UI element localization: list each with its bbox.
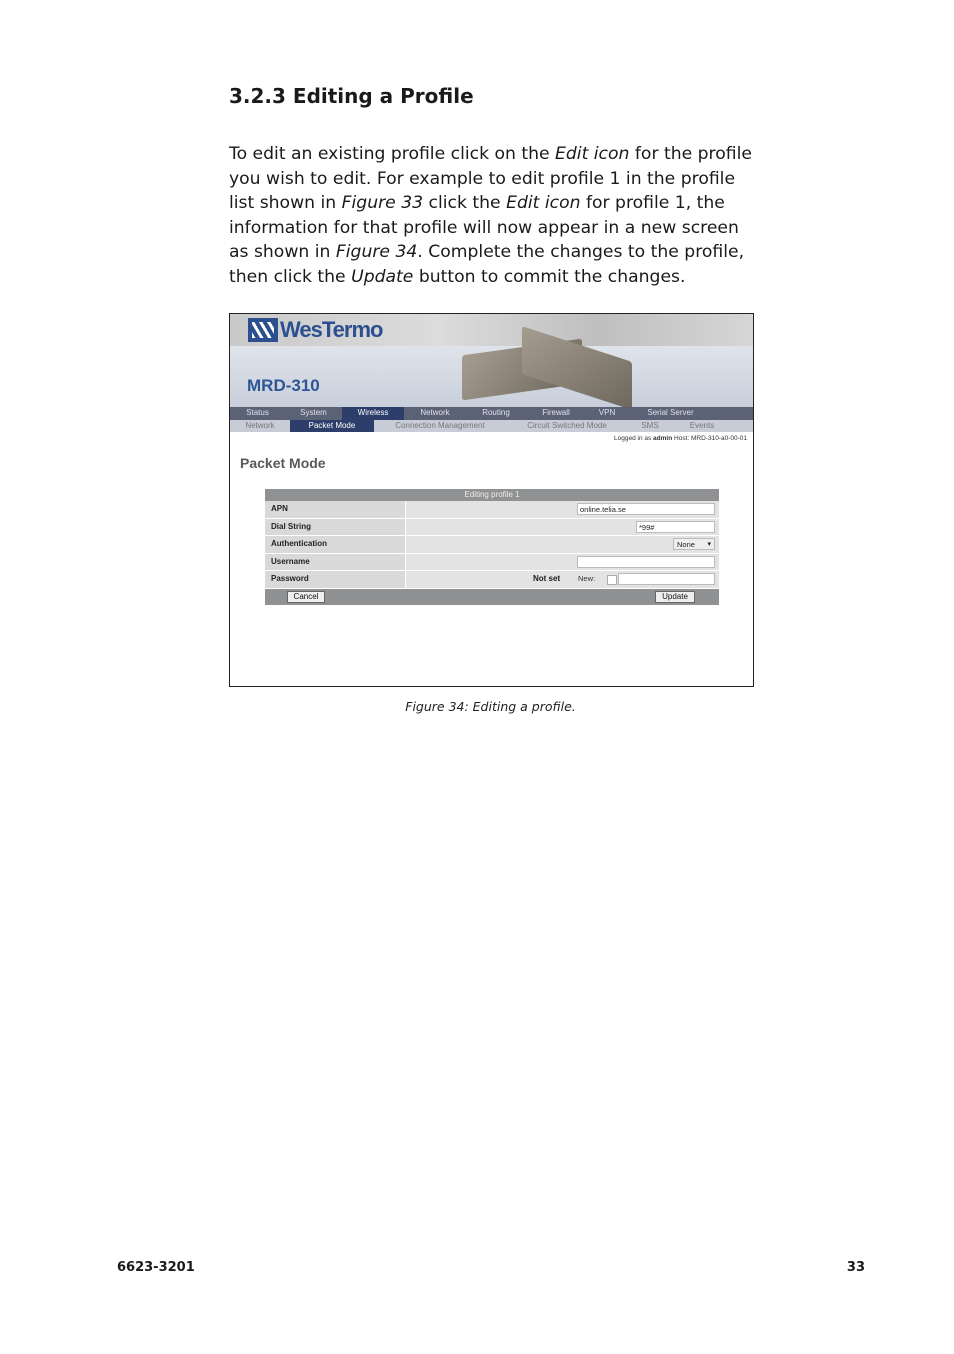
login-status <box>614 435 747 442</box>
nav-item-routing[interactable]: Routing <box>482 408 510 417</box>
doc-number: 6623-3201 <box>117 1260 195 1275</box>
username-input[interactable] <box>577 556 715 568</box>
subnav-item-events[interactable]: Events <box>689 421 715 430</box>
subnav-item-sms[interactable]: SMS <box>641 421 659 430</box>
dial-string-input[interactable]: *99# <box>636 521 715 533</box>
username-label: Username <box>265 554 406 571</box>
model-title: MRD-310 <box>247 376 320 395</box>
text-run: To edit an existing profile click on the <box>229 144 556 164</box>
password-input[interactable] <box>618 573 715 585</box>
nav-item-firewall[interactable]: Firewall <box>542 408 570 417</box>
password-label: Password <box>265 571 406 588</box>
nav-item-vpn[interactable]: VPN <box>598 408 616 417</box>
authentication-label: Authentication <box>265 536 406 553</box>
login-host: Host: MRD-310-a0-00-01 <box>674 435 747 442</box>
figure-reference: Figure 34 <box>335 242 418 263</box>
form-row-apn <box>265 501 719 519</box>
form-title: Editing profile 1 <box>265 489 719 501</box>
edit-profile-form <box>265 489 719 605</box>
login-prefix: Logged in as <box>614 435 652 442</box>
form-row-authentication <box>265 536 719 554</box>
text-run: click the <box>423 193 507 214</box>
italic-term: Update <box>351 266 414 287</box>
secondary-nav <box>230 420 753 432</box>
apn-input[interactable]: online.telia.se <box>577 503 715 515</box>
italic-term: Edit icon <box>555 144 630 164</box>
nav-item-serial-server[interactable]: Serial Server <box>647 408 694 417</box>
password-new-checkbox[interactable] <box>607 575 617 585</box>
nav-item-status[interactable]: Status <box>246 408 269 417</box>
subnav-item-network[interactable]: Network <box>245 421 275 430</box>
apn-label: APN <box>265 501 406 518</box>
app-banner <box>230 314 753 407</box>
login-user: admin <box>653 435 673 442</box>
authentication-select[interactable]: None ▾ <box>673 538 715 550</box>
password-status: Not set <box>533 574 561 583</box>
section-heading: 3.2.3 Editing a Profile <box>229 84 474 108</box>
password-new-label: New: <box>578 574 596 583</box>
nav-item-network[interactable]: Network <box>420 408 450 417</box>
subnav-item-packet-mode[interactable]: Packet Mode <box>290 420 374 432</box>
form-row-password <box>265 571 719 589</box>
primary-nav <box>230 407 753 420</box>
body-paragraph <box>229 142 754 290</box>
page-number: 33 <box>846 1260 865 1275</box>
page-title: Packet Mode <box>240 455 326 471</box>
italic-term: Edit icon <box>506 193 581 214</box>
text-run: . Complete the changes to the profile, then click the <box>229 242 745 287</box>
form-row-username <box>265 554 719 572</box>
form-row-dial-string <box>265 519 719 537</box>
subnav-item-connection-management[interactable]: Connection Management <box>395 421 485 430</box>
figure-screenshot <box>229 313 754 687</box>
form-button-bar <box>265 589 719 605</box>
nav-item-system[interactable]: System <box>300 408 327 417</box>
subnav-item-circuit-switched-mode[interactable]: Circuit Switched Mode <box>527 421 607 430</box>
update-button[interactable]: Update <box>655 591 695 603</box>
cancel-button[interactable]: Cancel <box>287 591 325 603</box>
nav-item-wireless[interactable]: Wireless <box>342 407 404 420</box>
text-run: button to commit the changes. <box>413 266 686 287</box>
westermo-logo-icon <box>248 318 278 342</box>
text-run: for profile 1, the information for that profile will now appear in a new screen as shown in <box>229 193 739 263</box>
figure-reference: Figure 33 <box>341 193 424 214</box>
text-run: for the profile you wish to edit. For example to edit profile 1 in the profile list shown in <box>229 144 752 214</box>
figure-caption: Figure 34: Editing a profile. <box>405 699 576 714</box>
dial-string-label: Dial String <box>265 519 406 536</box>
logo-wordmark: WesTermo <box>280 317 383 342</box>
